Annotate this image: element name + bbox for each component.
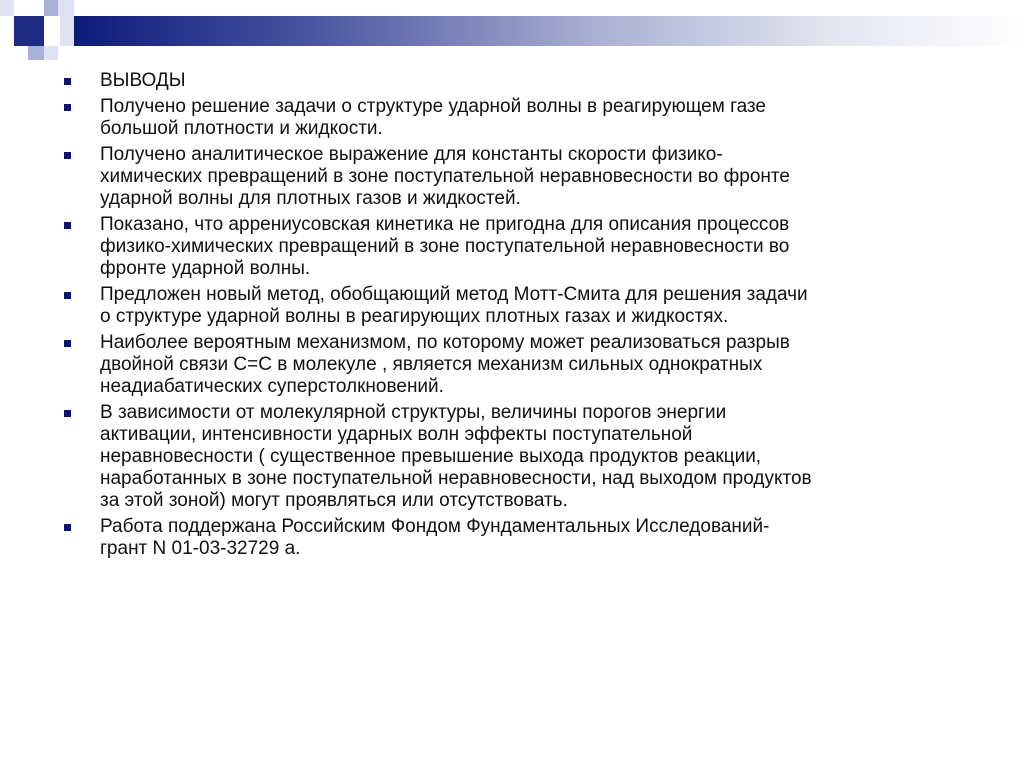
decorative-square xyxy=(44,46,58,60)
decorative-square xyxy=(58,0,74,16)
decorative-square xyxy=(0,0,14,16)
bullet-item xyxy=(62,144,982,210)
bullet-text: Предложен новый метод, обобщающий метод Мотт-Смита для решения задачи о структуре ударной волны в реагирующих плотных газах и жидкостях. xyxy=(100,284,808,327)
bullet-square-icon xyxy=(64,222,71,229)
bullet-item xyxy=(62,516,982,560)
bullet-item xyxy=(62,214,982,280)
decorative-square xyxy=(28,46,44,60)
bullet-item xyxy=(62,284,982,328)
bullet-text: Получено аналитическое выражение для константы скорости физико- химических превращений в зоне поступательной неравновесности во фронте ударной волны для плотных газов и жидкостей. xyxy=(100,144,790,209)
bullet-text: В зависимости от молекулярной структуры, величины порогов энергии активации, интенсивности ударных волн эффекты поступательной неравновесности ( существенное превышение выхода продуктов реакции, наработанных в зоне поступательной неравновесности, над выходом продуктов за этой зоной) могут проявляться или отсутствовать. xyxy=(100,402,812,511)
bullet-text: Работа поддержана Российским Фондом Фундаментальных Исследований- грант N 01-03-32729 а. xyxy=(100,516,770,559)
bullet-square-icon xyxy=(64,104,71,111)
bullet-square-icon xyxy=(64,340,71,347)
bullet-text: Показано, что аррениусовская кинетика не пригодна для описания процессов физико-химических превращений в зоне поступательной неравновесности во фронте ударной волны. xyxy=(100,214,790,279)
bullet-item xyxy=(62,402,982,512)
bullet-text: Наиболее вероятным механизмом, по которому может реализоваться разрыв двойной связи С=С в молекуле , является механизм сильных однократных неадиабатических суперстолкновений. xyxy=(100,332,790,397)
bullet-square-icon xyxy=(64,78,71,85)
decorative-square xyxy=(14,16,44,46)
bullet-text: ВЫВОДЫ xyxy=(100,70,186,91)
decorative-square xyxy=(60,16,74,46)
bullet-square-icon xyxy=(64,410,71,417)
bullet-item xyxy=(62,332,982,398)
decorative-square xyxy=(44,0,58,16)
bullet-square-icon xyxy=(64,292,71,299)
bullet-square-icon xyxy=(64,524,71,531)
bullet-item xyxy=(62,70,982,92)
conclusions-bullet-list xyxy=(62,70,982,564)
header-gradient-bar xyxy=(74,16,1024,46)
bullet-item xyxy=(62,96,982,140)
bullet-square-icon xyxy=(64,152,71,159)
bullet-text: Получено решение задачи о структуре ударной волны в реагирующем газе большой плотности и жидкости. xyxy=(100,96,767,139)
